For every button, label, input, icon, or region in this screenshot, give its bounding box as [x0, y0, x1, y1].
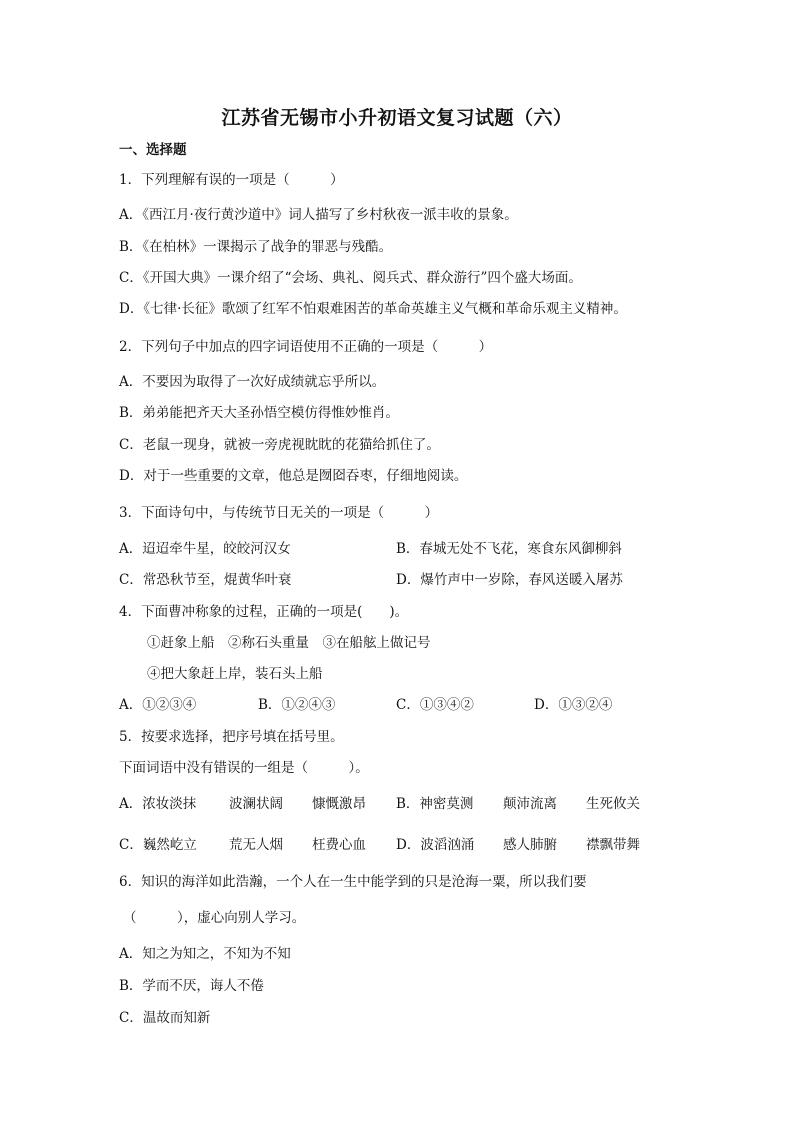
question-4-option-b: B．①②④③ [258, 697, 336, 713]
section-heading: 一、选择题 [119, 142, 187, 158]
question-6-stem: 6．知识的海洋如此浩瀚，一个人在一生中能学到的只是沧海一粟，所以我们要 [119, 874, 587, 890]
question-6-option-a: A．知之为知之，不知为不知 [119, 946, 291, 962]
question-5-option-a-word-3: 慷慨激昂 [312, 796, 366, 812]
question-1-option-c: C．《开国大典》一课介绍了“会场、典礼、阅兵式、群众游行”四个盛大场面。 [119, 270, 582, 286]
question-5-option-c-word-3: 枉费心血 [312, 837, 366, 853]
question-1-option-d: D．《七律·长征》歌颂了红军不怕艰难困苦的革命英雄主义气概和革命乐观主义精神。 [119, 301, 627, 317]
question-2-option-a: A．不要因为取得了一次好成绩就忘乎所以。 [119, 374, 386, 390]
question-5-option-b-word-3: 生死攸关 [586, 796, 640, 812]
question-5-option-c-word-1: C．巍然屹立 [119, 837, 197, 853]
question-5-subquestion: 下面词语中没有错误的一组是（ ）。 [119, 760, 369, 776]
question-3-option-d: D．爆竹声中一岁除，春风送暖入屠苏 [396, 572, 623, 588]
question-5-stem: 5．按要求选择，把序号填在括号里。 [119, 729, 344, 745]
question-3-option-a: A．迢迢牵牛星，皎皎河汉女 [119, 541, 291, 557]
question-4-option-c: C．①③④② [396, 697, 474, 713]
question-2-option-c: C．老鼠一现身，就被一旁虎视眈眈的花猫给抓住了。 [119, 437, 440, 453]
question-1-option-b: B．《在柏林》一课揭示了战争的罪恶与残酷。 [119, 239, 393, 255]
question-4-option-a: A．①②③④ [119, 697, 197, 713]
question-6-stem-continued: （ ），虚心向别人学习。 [123, 910, 306, 926]
question-3-option-b: B．春城无处不飞花，寒食东风御柳斜 [396, 541, 622, 557]
question-1-stem: 1．下列理解有误的一项是（ ） [119, 172, 344, 188]
question-6-option-c: C．温故而知新 [119, 1010, 211, 1026]
question-5-option-c-word-2: 荒无人烟 [229, 837, 283, 853]
question-5-option-a-word-2: 波澜状阔 [229, 796, 283, 812]
question-4-steps-line-1: ①赶象上船 ②称石头重量 ③在船舷上做记号 [147, 635, 431, 651]
question-1-option-a: A．《西江月·夜行黄沙道中》词人描写了乡村秋夜一派丰收的景象。 [119, 207, 518, 223]
question-2-stem: 2．下列句子中加点的四字词语使用不正确的一项是（ ） [119, 339, 493, 355]
question-4-option-d: D．①③②④ [534, 697, 613, 713]
question-4-steps-line-2: ④把大象赶上岸，装石头上船 [147, 666, 323, 682]
question-5-option-d-word-1: D．波滔汹涌 [396, 837, 475, 853]
question-2-option-b: B．弟弟能把齐天大圣孙悟空模仿得惟妙惟肖。 [119, 405, 399, 421]
question-3-option-c: C．常恐秋节至，焜黄华叶衰 [119, 572, 292, 588]
question-6-option-b: B．学而不厌，诲人不倦 [119, 978, 264, 994]
question-2-option-d: D．对于一些重要的文章，他总是囫囵吞枣，仔细地阅读。 [119, 468, 468, 484]
question-3-stem: 3．下面诗句中，与传统节日无关的一项是（ ） [119, 505, 439, 521]
question-5-option-b-word-2: 颠沛流离 [503, 796, 557, 812]
question-5-option-d-word-2: 感人肺腑 [503, 837, 557, 853]
question-4-stem: 4．下面曹冲称象的过程，正确的一项是( )。 [119, 604, 409, 620]
question-5-option-d-word-3: 襟飘带舞 [586, 837, 640, 853]
question-5-option-a-word-1: A．浓妆淡抹 [119, 796, 197, 812]
page-title: 江苏省无锡市小升初语文复习试题（六） [221, 107, 573, 129]
question-5-option-b-word-1: B．神密莫测 [396, 796, 474, 812]
